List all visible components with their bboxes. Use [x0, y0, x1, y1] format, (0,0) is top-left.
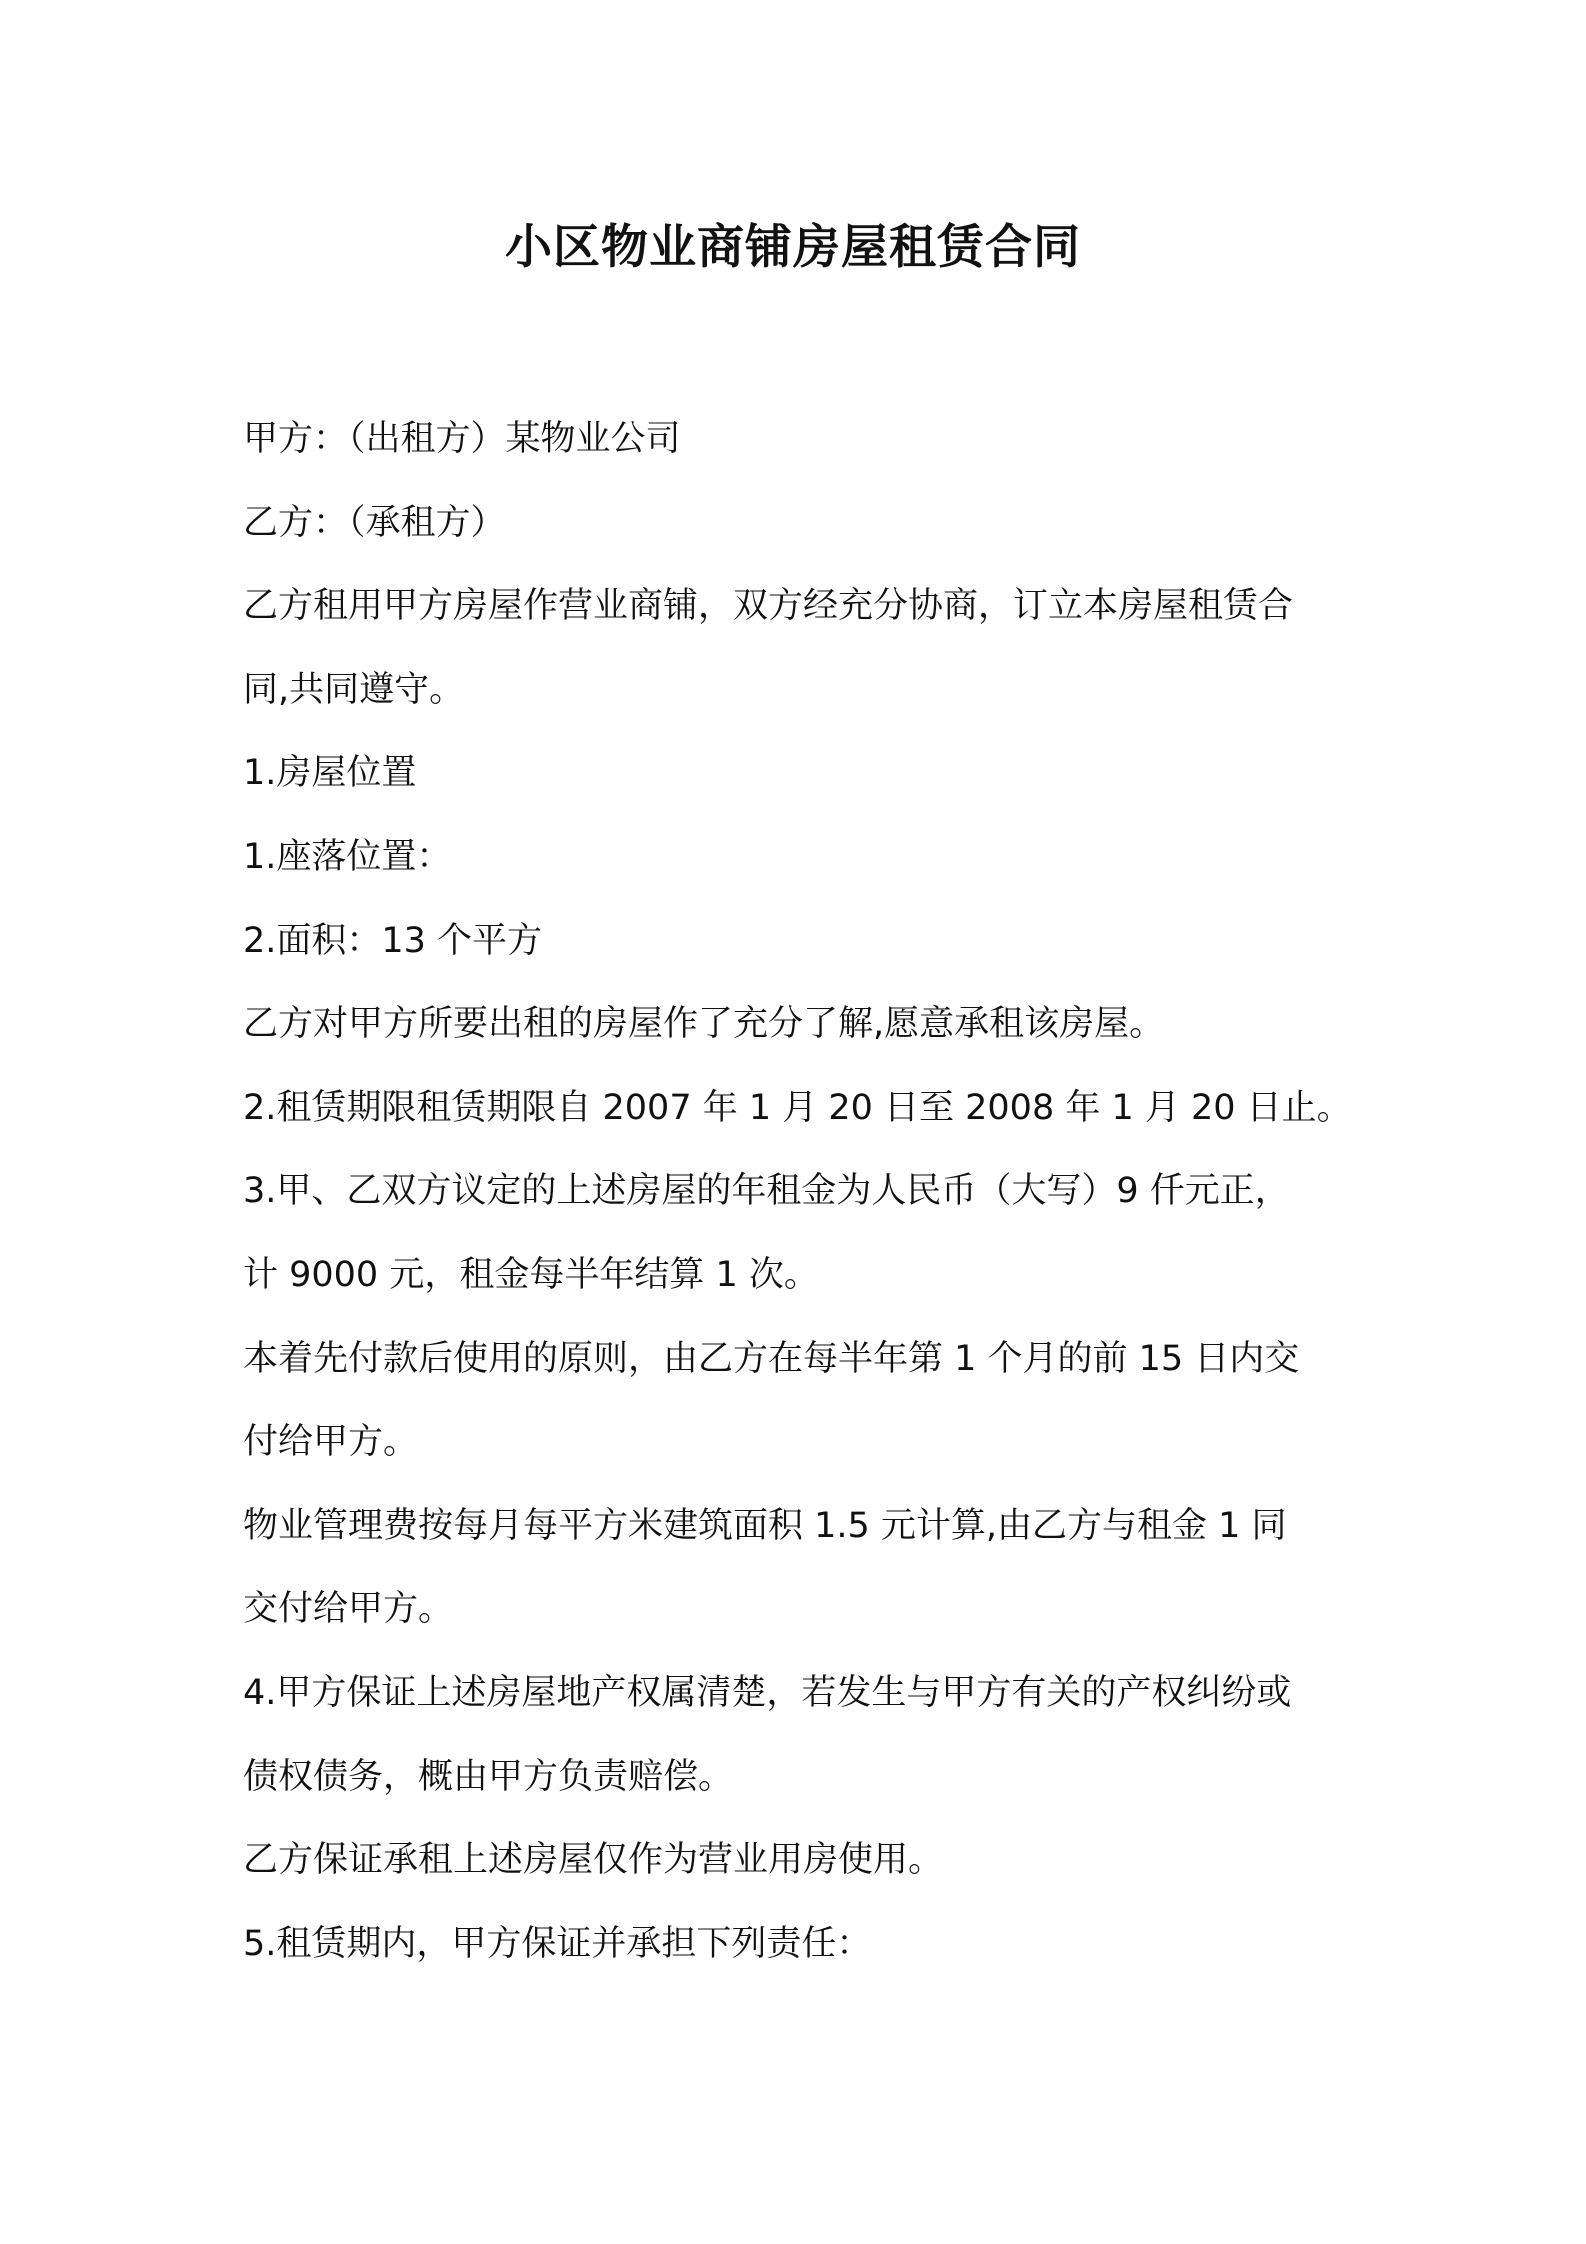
text-line: 付给甲方。	[243, 1422, 419, 1463]
text-line: 1.座落位置：	[243, 836, 452, 877]
text-line: 交付给甲方。	[243, 1589, 454, 1630]
text-line: 计 9000 元，租金每半年结算 1 次。	[243, 1254, 819, 1295]
text-line: 乙方租用甲方房屋作营业商铺，双方经充分协商，订立本房屋租赁合	[243, 586, 1294, 627]
text-line: 物业管理费按每月每平方米建筑面积 1.5 元计算,由乙方与租金 1 同	[243, 1505, 1287, 1546]
text-line: 1.房屋位置	[243, 753, 417, 794]
text-line: 同,共同遵守。	[243, 669, 465, 710]
text-line: 4.甲方保证上述房屋地产权属清楚，若发生与甲方有关的产权纠纷或	[243, 1672, 1292, 1713]
text-line: 乙方对甲方所要出租的房屋作了充分了解,愿意承租该房屋。	[243, 1004, 1165, 1045]
text-line: 5.租赁期内，甲方保证并承担下列责任：	[243, 1923, 872, 1964]
text-line: 本着先付款后使用的原则，由乙方在每半年第 1 个月的前 15 日内交	[243, 1338, 1300, 1379]
text-line: 债权债务，概由甲方负责赔偿。	[243, 1756, 734, 1797]
document-title: 小区物业商铺房屋租赁合同	[505, 220, 1081, 275]
text-line: 2.租赁期限租赁期限自 2007 年 1 月 20 日至 2008 年 1 月 20 日止。	[243, 1087, 1352, 1128]
text-line: 乙方保证承租上述房屋仅作为营业用房使用。	[243, 1840, 944, 1881]
text-line: 甲方：（出租方）某物业公司	[243, 419, 681, 459]
document-body	[243, 398, 1363, 1986]
text-line: 2.面积：13 个平方	[243, 920, 543, 961]
text-line: 乙方：（承租方）	[243, 502, 506, 543]
text-line: 3.甲、乙双方议定的上述房屋的年租金为人民币（大写）9 仟元正，	[243, 1171, 1290, 1212]
